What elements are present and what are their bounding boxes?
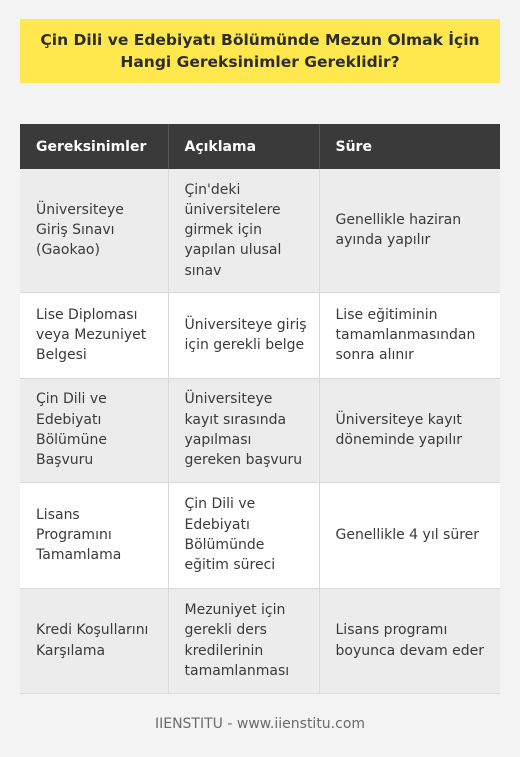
title-banner: [20, 19, 500, 83]
header-requirements: Gereksinimler: [20, 124, 168, 169]
header-description: Açıklama: [168, 124, 319, 169]
cell-duration: Genellikle 4 yıl sürer: [319, 482, 500, 588]
cell-duration: Üniversiteye kayıt döneminde yapılır: [319, 378, 500, 482]
cell-description: Çin Dili ve Edebiyatı Bölümünde eğitim süreci: [168, 482, 319, 588]
cell-description: Üniversiteye giriş için gerekli belge: [168, 292, 319, 378]
cell-requirement: Çin Dili ve Edebiyatı Bölümüne Başvuru: [20, 378, 168, 482]
footer-credit: IIENSTITU - www.iienstitu.com: [154, 716, 366, 732]
cell-requirement: Lisans Programını Tamamlama: [20, 482, 168, 588]
cell-description: Çin'deki üniversitelere girmek için yapılan ulusal sınav: [168, 169, 319, 292]
cell-requirement: Lise Diploması veya Mezuniyet Belgesi: [20, 292, 168, 378]
table-row: [20, 169, 500, 292]
table-row: [20, 378, 500, 482]
cell-duration: Lise eğitiminin tamamlanmasından sonra alınır: [319, 292, 500, 378]
header-duration: Süre: [319, 124, 500, 169]
cell-duration: Genellikle haziran ayında yapılır: [319, 169, 500, 292]
table-row: [20, 482, 500, 588]
page-title: Çin Dili ve Edebiyatı Bölümünde Mezun Olmak İçin Hangi Gereksinimler Gereklidir?: [40, 30, 480, 71]
cell-description: Mezuniyet için gerekli ders kredilerinin tamamlanması: [168, 588, 319, 693]
table-row: [20, 292, 500, 378]
cell-requirement: Kredi Koşullarını Karşılama: [20, 588, 168, 693]
requirements-table-container: [20, 124, 500, 694]
cell-requirement: Üniversiteye Giriş Sınavı (Gaokao): [20, 169, 168, 292]
table-row: [20, 588, 500, 693]
cell-duration: Lisans programı boyunca devam eder: [319, 588, 500, 693]
cell-description: Üniversiteye kayıt sırasında yapılması gereken başvuru: [168, 378, 319, 482]
table-header-row: [20, 124, 500, 169]
requirements-table: [20, 124, 500, 694]
